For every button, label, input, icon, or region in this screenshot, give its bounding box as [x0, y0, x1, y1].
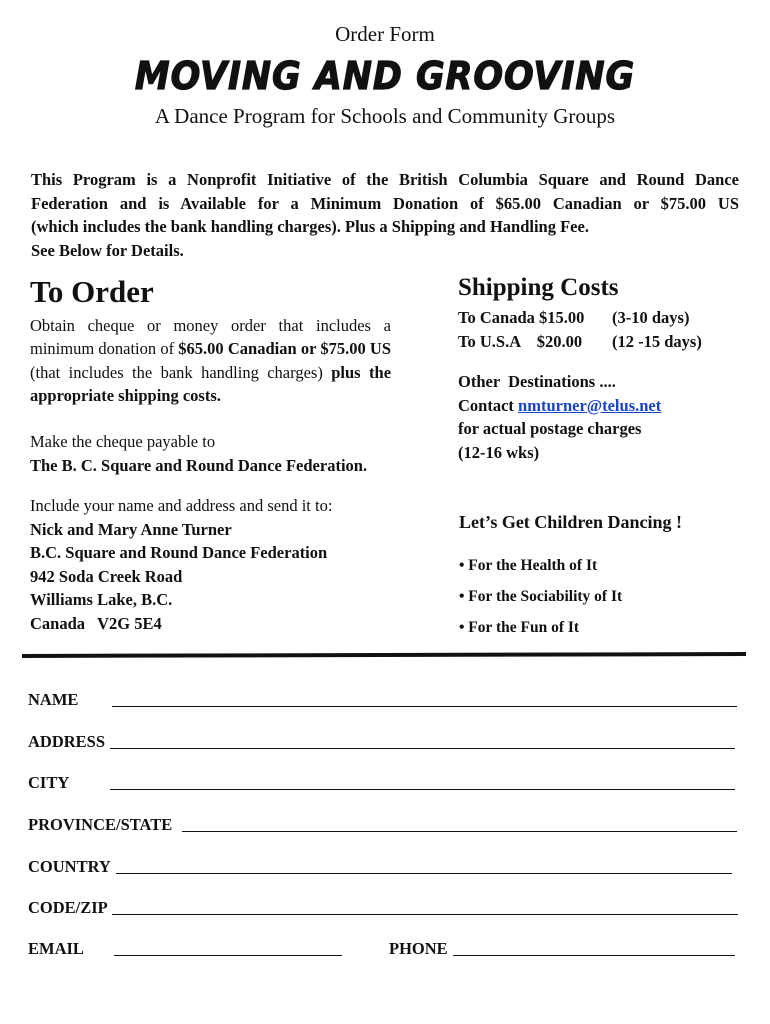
divider — [22, 652, 746, 658]
form-label: Order Form — [335, 22, 435, 46]
intro-line: See Below for Details. — [31, 240, 184, 260]
contact-email-link[interactable]: nmturner@telus.net — [518, 395, 662, 415]
contact-label: Contact — [458, 395, 514, 415]
page-title: MOVING AND GROOVING — [134, 54, 636, 98]
city-label: CITY — [28, 773, 70, 792]
payable-label: Make the cheque payable to — [30, 432, 216, 451]
intro-line: Federation and is Available for a Minimum Donation of $65.00 Canadian or $75.00 US — [31, 193, 739, 213]
address-label: ADDRESS — [28, 732, 106, 751]
instructions-text: (that includes the bank handling charges) — [30, 362, 323, 382]
mailing-address — [30, 494, 332, 635]
rate-time: (12 -15 days) — [612, 331, 702, 351]
list-item: • For the Fun of It — [459, 619, 580, 636]
email-field[interactable] — [114, 955, 342, 956]
rate-canada — [458, 306, 702, 330]
intro-paragraph — [31, 168, 739, 262]
shipping-heading: Shipping Costs — [458, 274, 619, 301]
province-field[interactable] — [182, 831, 737, 832]
instructions-text: Obtain cheque or money order that includes a minimum donation of — [30, 316, 391, 359]
subtitle: A Dance Program for Schools and Community Groups — [154, 104, 616, 128]
address-line: Nick and Mary Anne Turner — [30, 519, 232, 539]
rate-usa — [458, 330, 702, 354]
phone-label: PHONE — [389, 939, 448, 958]
order-instructions — [30, 314, 391, 407]
list-item: • For the Sociability of It — [459, 588, 623, 605]
intro-line: (which includes the bank handling charges). Plus a Shipping and Handling Fee. — [31, 217, 589, 236]
name-field[interactable] — [112, 706, 737, 707]
benefit-list — [459, 557, 622, 650]
payable-to: The B. C. Square and Round Dance Federation. — [30, 455, 368, 475]
postage-note: for actual postage charges — [458, 419, 642, 438]
rate-label: To Canada $15.00 — [458, 308, 585, 327]
code-label: CODE/ZIP — [28, 898, 108, 917]
city-field[interactable] — [110, 789, 735, 790]
donation-amount: $65.00 Canadian or $75.00 US — [178, 339, 391, 359]
country-field[interactable] — [116, 873, 732, 874]
other-label: Other Destinations .... — [458, 372, 616, 391]
code-field[interactable] — [112, 914, 738, 915]
country-label: COUNTRY — [28, 857, 111, 876]
address-line: 942 Soda Creek Road — [30, 566, 183, 586]
email-label: EMAIL — [28, 939, 84, 958]
address-line: Canada V2G 5E4 — [30, 613, 162, 633]
send-label: Include your name and address and send it to: — [30, 496, 333, 515]
address-line: B.C. Square and Round Dance Federation — [30, 543, 328, 562]
payable-block — [30, 430, 367, 477]
province-label: PROVINCE/STATE — [28, 815, 173, 834]
slogan: Let’s Get Children Dancing ! — [459, 512, 682, 532]
shipping-rates — [458, 306, 702, 353]
intro-line: This Program is a Nonprofit Initiative of the British Columbia Square and Round Dance — [31, 170, 739, 189]
list-item: • For the Health of It — [459, 557, 598, 574]
address-field[interactable] — [110, 748, 735, 749]
address-line: Williams Lake, B.C. — [30, 590, 173, 609]
shipping-note: plus the appropriate shipping costs. — [30, 362, 392, 405]
rate-time: (3-10 days) — [612, 308, 690, 327]
contact-line — [458, 394, 661, 418]
rate-label: To U.S.A $20.00 — [458, 331, 583, 351]
to-order-heading: To Order — [30, 274, 154, 309]
phone-field[interactable] — [453, 955, 735, 956]
postage-time: (12-16 wks) — [458, 442, 540, 462]
name-label: NAME — [28, 690, 79, 709]
other-destinations — [458, 370, 661, 464]
